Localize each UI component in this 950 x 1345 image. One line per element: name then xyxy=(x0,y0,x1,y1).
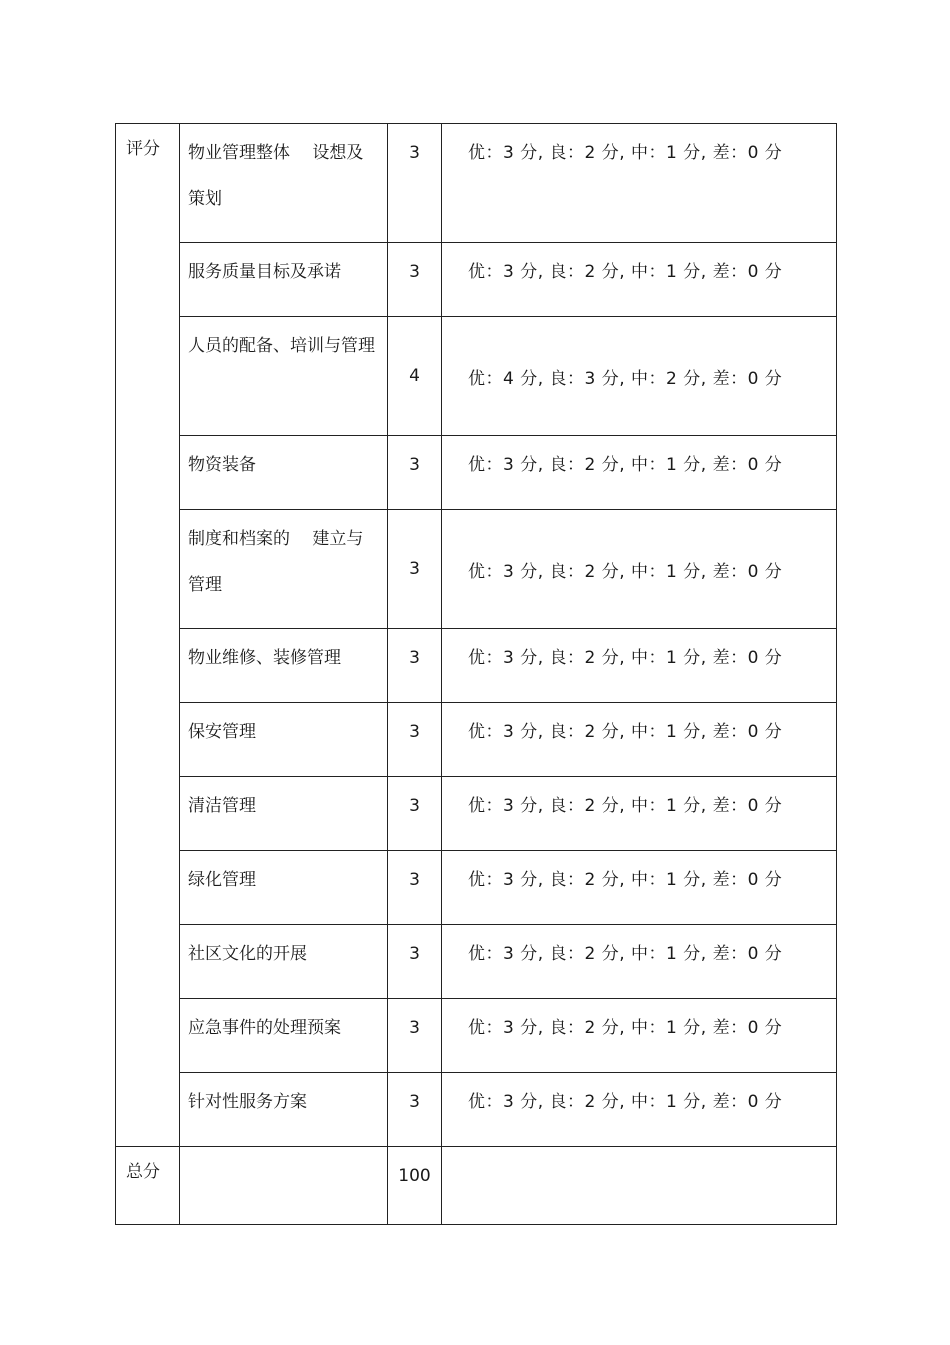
table-row xyxy=(116,436,837,510)
points-cell: 3 xyxy=(388,925,442,999)
item-cell: 绿化管理 xyxy=(180,851,388,925)
total-label: 总分 xyxy=(116,1147,180,1225)
scoring-table xyxy=(115,123,837,1225)
points-cell: 3 xyxy=(388,999,442,1073)
rule-cell: 优：3 分, 良：2 分, 中：1 分, 差：0 分 xyxy=(442,629,837,703)
item-cell: 服务质量目标及承诺 xyxy=(180,243,388,317)
table-row xyxy=(116,777,837,851)
item-cell: 物业维修、装修管理 xyxy=(180,629,388,703)
item-cell: 物业管理整体 设想及策划 xyxy=(180,124,388,243)
table-row xyxy=(116,703,837,777)
table-row xyxy=(116,124,837,243)
rule-cell: 优：3 分, 良：2 分, 中：1 分, 差：0 分 xyxy=(442,510,837,629)
total-row xyxy=(116,1147,837,1225)
rule-cell: 优：4 分, 良：3 分, 中：2 分, 差：0 分 xyxy=(442,317,837,436)
rule-cell: 优：3 分, 良：2 分, 中：1 分, 差：0 分 xyxy=(442,925,837,999)
item-cell: 针对性服务方案 xyxy=(180,1073,388,1147)
rule-cell: 优：3 分, 良：2 分, 中：1 分, 差：0 分 xyxy=(442,1073,837,1147)
item-cell: 社区文化的开展 xyxy=(180,925,388,999)
table-row xyxy=(116,925,837,999)
item-cell: 清洁管理 xyxy=(180,777,388,851)
item-cell: 保安管理 xyxy=(180,703,388,777)
points-cell: 3 xyxy=(388,1073,442,1147)
points-cell: 3 xyxy=(388,851,442,925)
points-cell: 3 xyxy=(388,777,442,851)
table-row xyxy=(116,510,837,629)
total-item-cell xyxy=(180,1147,388,1225)
rule-cell: 优：3 分, 良：2 分, 中：1 分, 差：0 分 xyxy=(442,124,837,243)
item-cell: 人员的配备、培训与管理 xyxy=(180,317,388,436)
total-rule-cell xyxy=(442,1147,837,1225)
table-row xyxy=(116,317,837,436)
rule-cell: 优：3 分, 良：2 分, 中：1 分, 差：0 分 xyxy=(442,777,837,851)
category-cell: 评分 xyxy=(116,124,180,1147)
rule-cell: 优：3 分, 良：2 分, 中：1 分, 差：0 分 xyxy=(442,243,837,317)
total-points: 100 xyxy=(388,1147,442,1225)
item-cell: 物资装备 xyxy=(180,436,388,510)
table-row xyxy=(116,629,837,703)
item-cell: 制度和档案的 建立与管理 xyxy=(180,510,388,629)
table-row xyxy=(116,1073,837,1147)
points-cell: 3 xyxy=(388,510,442,629)
points-cell: 3 xyxy=(388,703,442,777)
points-cell: 3 xyxy=(388,124,442,243)
table-row xyxy=(116,851,837,925)
rule-cell: 优：3 分, 良：2 分, 中：1 分, 差：0 分 xyxy=(442,999,837,1073)
points-cell: 3 xyxy=(388,629,442,703)
points-cell: 4 xyxy=(388,317,442,436)
rule-cell: 优：3 分, 良：2 分, 中：1 分, 差：0 分 xyxy=(442,436,837,510)
item-cell: 应急事件的处理预案 xyxy=(180,999,388,1073)
rule-cell: 优：3 分, 良：2 分, 中：1 分, 差：0 分 xyxy=(442,851,837,925)
points-cell: 3 xyxy=(388,436,442,510)
table-row xyxy=(116,999,837,1073)
rule-cell: 优：3 分, 良：2 分, 中：1 分, 差：0 分 xyxy=(442,703,837,777)
table-row xyxy=(116,243,837,317)
points-cell: 3 xyxy=(388,243,442,317)
